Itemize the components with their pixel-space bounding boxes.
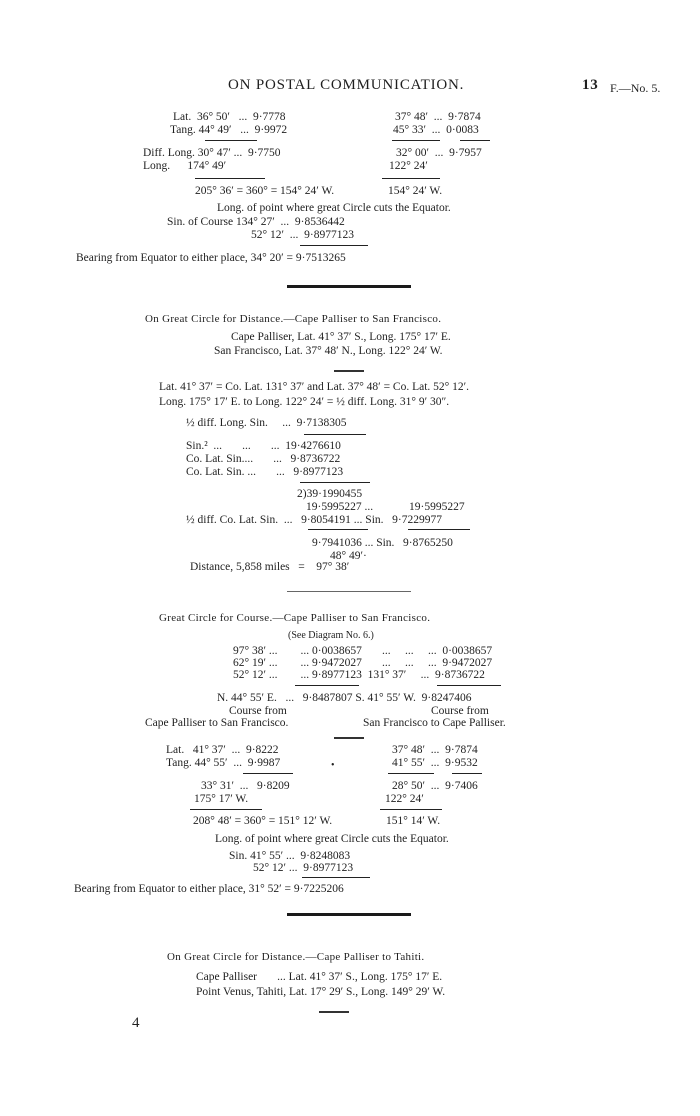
s1-bearing-rule xyxy=(300,245,368,246)
s1-result-left: 205° 36′ = 360° = 154° 24′ W. xyxy=(195,185,335,197)
s1-result-right: 154° 24′ W. xyxy=(388,185,443,197)
section-divider-2 xyxy=(287,591,411,592)
s2-distance: Distance, 5,858 miles = 97° 38′ xyxy=(190,561,350,573)
page-number: 13 xyxy=(582,77,599,93)
s3-left-long: 175° 17′ W. xyxy=(194,793,249,805)
s4-title: On Great Circle for Distance.—Cape Palliser to Tahiti. xyxy=(167,951,425,963)
s3-right-rule-b xyxy=(452,773,482,774)
s2-rule-a xyxy=(304,434,366,435)
s3-bearing: Bearing from Equator to either place, 31° 52′ = 9·7225206 xyxy=(74,883,344,895)
s3-result-left: 208° 48′ = 360° = 151° 12′ W. xyxy=(193,815,333,827)
s1-sin-52: 52° 12′ ... 9·8977123 xyxy=(251,229,354,241)
s1-left-tang: Tang. 44° 49′ ... 9·9972 xyxy=(170,124,288,136)
s3-rule-a xyxy=(295,685,359,686)
s2-result-2: 48° 49′· xyxy=(330,550,367,562)
s3-sum-rule-left xyxy=(190,809,262,810)
s2-rule-d xyxy=(408,529,470,530)
s1-right-rule-b xyxy=(460,140,490,141)
s2-rule-b xyxy=(300,482,370,483)
s2-half: 19·5995227 ... xyxy=(306,501,374,513)
s1-left-long: Long. 174° 49′ xyxy=(143,160,227,172)
s1-left-diff-long: Diff. Long. 30° 47′ ... 9·7750 xyxy=(143,147,281,159)
s1-right-rule xyxy=(392,140,440,141)
s2-division: 2)39·1990455 xyxy=(297,488,363,500)
s3-sin-1: Sin. 41° 55′ ... 9·8248083 xyxy=(229,850,351,862)
section-divider-3 xyxy=(287,913,411,916)
s3-course-right: San Francisco to Cape Palliser. xyxy=(363,717,506,729)
s2-title: On Great Circle for Distance.—Cape Palliser to San Francisco. xyxy=(145,313,442,325)
s3-right-tang: 41° 55′ ... 9·9532 xyxy=(392,757,478,769)
s2-half-diff-long-sin: ½ diff. Long. Sin. ... 9·7138305 xyxy=(186,417,347,429)
s3-bearing-rule xyxy=(302,877,370,878)
s3-row-a: 97° 38′ ... ... 0·0038657 ... ... ... 0·0038657 xyxy=(233,645,493,657)
s3-left-lat: Lat. 41° 37′ ... 9·8222 xyxy=(166,744,279,756)
printer-signature: 4 xyxy=(132,1015,140,1031)
s2-co-lat-sin-1: Co. Lat. Sin.... ... 9·8736722 xyxy=(186,453,341,465)
s3-right-long: 122° 24′ xyxy=(385,793,424,805)
s3-see-diagram: (See Diagram No. 6.) xyxy=(288,630,374,641)
s1-right-tang: 45° 33′ ... 0·0083 xyxy=(393,124,479,136)
s2-line1: Lat. 41° 37′ = Co. Lat. 131° 37′ and Lat. 37° 48′ = Co. Lat. 52° 12′. xyxy=(159,381,470,393)
s2-place2: San Francisco, Lat. 37° 48′ N., Long. 122° 24′ W. xyxy=(214,345,443,357)
s1-left-lat: Lat. 36° 50′ ... 9·7778 xyxy=(173,111,286,123)
s1-sum-rule-left xyxy=(195,178,265,179)
s4-place2: Point Venus, Tahiti, Lat. 17° 29′ S., Long. 149° 29′ W. xyxy=(196,986,446,998)
s1-caption: Long. of point where great Circle cuts the Equator. xyxy=(217,202,451,214)
s3-course-from-left: Course from xyxy=(229,705,287,717)
s1-bearing: Bearing from Equator to either place, 34° 20′ = 9·7513265 xyxy=(76,252,346,264)
s3-left-rule xyxy=(243,773,293,774)
s3-result-right: 151° 14′ W. xyxy=(386,815,441,827)
s2-co-lat-sin-2: Co. Lat. Sin. ... ... 9·8977123 xyxy=(186,466,344,478)
s3-right-rule xyxy=(388,773,434,774)
s1-right-long: 122° 24′ xyxy=(389,160,428,172)
s1-left-rule xyxy=(205,140,257,141)
document-reference: F.—No. 5. xyxy=(610,81,661,95)
s2-half-right: 19·5995227 xyxy=(409,501,465,513)
s1-sin-course: Sin. of Course 134° 27′ ... 9·8536442 xyxy=(167,216,345,228)
s3-row-c: 52° 12′ ... ... 9·8977123 131° 37′ ... 9·8736722 xyxy=(233,669,485,681)
s1-right-lat: 37° 48′ ... 9·7874 xyxy=(395,111,481,123)
s3-caption: Long. of point where great Circle cuts the Equator. xyxy=(215,833,449,845)
s1-sum-rule-right xyxy=(382,178,440,179)
s3-row-b: 62° 19′ ... ... 9·9472027 ... ... ... 9·9472027 xyxy=(233,657,493,669)
s3-rule-b xyxy=(437,685,501,686)
s3-right-diff: 28° 50′ ... 9·7406 xyxy=(392,780,478,792)
s3-sin-2: 52° 12′ ... 9·8977123 xyxy=(253,862,354,874)
s3-left-tang: Tang. 44° 55′ ... 9·9987 xyxy=(166,757,281,769)
s3-short-rule xyxy=(334,737,364,739)
dot-mark: • xyxy=(331,760,335,771)
s2-sin2: Sin.² ... ... ... 19·4276610 xyxy=(186,440,341,452)
s2-half-diff-co-lat: ½ diff. Co. Lat. Sin. ... 9·8054191 ... Sin. 9·7229977 xyxy=(186,514,442,526)
section-divider-1 xyxy=(287,285,411,288)
s2-place1: Cape Palliser, Lat. 41° 37′ S., Long. 175° 17′ E. xyxy=(231,331,451,343)
running-title: ON POSTAL COMMUNICATION. xyxy=(228,77,465,93)
s4-place1: Cape Palliser ... Lat. 41° 37′ S., Long. 175° 17′ E. xyxy=(196,971,443,983)
s3-title: Great Circle for Course.—Cape Palliser to San Francisco. xyxy=(159,612,431,624)
s3-row-d: N. 44° 55′ E. ... 9·8487807 S. 41° 55′ W. 9·8247406 xyxy=(217,692,472,704)
s2-line2: Long. 175° 17′ E. to Long. 122° 24′ = ½ diff. Long. 31° 9′ 30″. xyxy=(159,396,450,408)
s2-result-1: 9·7941036 ... Sin. 9·8765250 xyxy=(312,537,453,549)
s2-short-rule xyxy=(334,370,364,372)
s4-short-rule xyxy=(319,1011,349,1013)
s1-right-diff: 32° 00′ ... 9·7957 xyxy=(396,147,482,159)
s3-course-left: Cape Palliser to San Francisco. xyxy=(145,717,289,729)
s2-rule-c xyxy=(308,529,368,530)
s3-sum-rule-right xyxy=(380,809,442,810)
s3-course-from-right: Course from xyxy=(431,705,489,717)
s3-left-diff: 33° 31′ ... 9·8209 xyxy=(201,780,290,792)
s3-right-lat: 37° 48′ ... 9·7874 xyxy=(392,744,478,756)
